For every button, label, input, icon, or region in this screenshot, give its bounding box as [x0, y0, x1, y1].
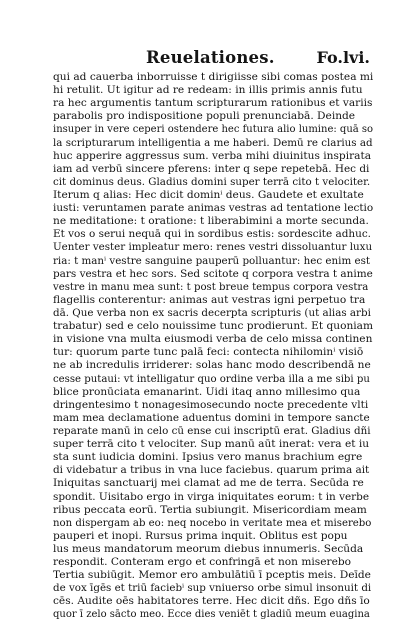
text-line: de vox īgēs et triū faciebⁱ sup vniuerso orbe simul insonuit di — [53, 582, 372, 595]
text-line: reparate manū in celo cū ense cui inscriptū erat. Gladius dñi — [53, 424, 371, 437]
text-line: ra hec argumentis tantum scripturarum rationibus et variis — [53, 97, 373, 110]
text-line: trabatur) sed e celo nouissime tunc prodierunt. Et quoniam — [53, 320, 373, 333]
text-line: dā. Que verba non ex sacris decerpta scripturis (ut alias arbi — [53, 306, 371, 319]
text-line: Et vos o serui nequā qui in sordibus estis: sordescite adhuc. — [53, 228, 371, 241]
text-line: mam mea declamatione aduentus domini in tempore sancte — [53, 411, 370, 424]
page-header — [52, 48, 380, 72]
text-line: dringentesimo t nonagesimosecundo nocte precedente vlti — [53, 398, 369, 411]
text-line: iam ad verbū sincere pferens: inter q sepe repetebā. Hec di — [53, 162, 370, 175]
text-line: lus meus mandatorum meorum diebus innumeris. Secūda — [53, 542, 364, 555]
text-line: vestre in manu mea sunt: t post breue tempus corpora vestra — [53, 281, 369, 293]
text-line: qui ad cauerba inborruisse t dirigiisse sibi comas postea mi — [53, 71, 373, 83]
text-line: non dispergam ab eo: neq nocebo in veritate mea et miserebo — [53, 517, 372, 529]
text-line: super terrā cito t velociter. Sup manū aūt inerat: vera et iu — [53, 438, 370, 451]
text-line: spondit. Uisitabo ergo in virga iniquitates eorum: t in verbe — [53, 490, 370, 503]
folio-number: Fo.lvi. — [316, 48, 370, 67]
text-line: huc apperire aggressus sum. verba mihi diuinitus inspirata — [53, 149, 372, 162]
text-line: sta sunt iudicia domini. Ipsius vero manus brachium egre — [53, 451, 363, 464]
running-title: Reuelationes. — [146, 48, 275, 67]
text-line: la scripturarum intelligentia a me haberi. Demū re clarius ad — [53, 136, 373, 149]
text-line: tur: quorum parte tunc palā feci: contecta nihilominⁱ visiō — [53, 346, 364, 359]
text-line: Iterum q alias: Hec dicit dominⁱ deus. Gaudete et exultate — [53, 188, 364, 201]
text-line: cesse putaui: vt intelligatur quo ordine verba illa a me sibi pu — [53, 373, 370, 385]
text-line: pauperi et inopi. Rursus prima inquit. Oblitus est popu — [53, 529, 348, 542]
text-line: insuper in vere ceperi ostendere hec futura alio lumine: quā so — [53, 124, 373, 136]
text-line: ria: t manⁱ vestre sanguine pauperū polluantur: hec enim est — [53, 254, 371, 267]
text-line: Iniquitas sanctuarij mei clamat ad me de terra. Secūda re — [53, 477, 364, 490]
text-line: ne ab incredulis irriderer: solas hanc modo describendā ne — [53, 359, 371, 372]
text-line: quor ī zelo sācto meo. Ecce dies veniēt t gladiū meum euagina — [53, 609, 370, 621]
text-line: flagellis conterentur: animas aut vestras igni perpetuo tra — [53, 293, 366, 306]
text-line: blice pronūciata emanarint. Uidi itaq anno millesimo qua — [53, 385, 361, 398]
text-line: cēs. Audite oēs habitatores terre. Hec dicit dñs. Ego dñs īo — [53, 595, 370, 608]
text-line: Uenter vester impleatur mero: renes vestri dissoluantur luxu — [53, 241, 373, 254]
text-line: cit dominus deus. Gladius domini super terrā cito t velociter. — [53, 175, 371, 188]
text-line: in visione vna multa eiusmodi verba de celo missa continen — [53, 333, 373, 346]
text-line: respondit. Conteram ergo et confringā et non miserebo — [53, 556, 352, 569]
text-line: iusti: veruntamen parate animas vestras ad tentatione lectio — [53, 202, 373, 215]
text-line: hi retulit. Ut igitur ad re redeam: in illis primis annis futu — [53, 84, 363, 97]
text-line: ribus peccata eorū. Tertia subiungit. Misericordiam meam — [53, 503, 367, 516]
text-line: ne meditatione: t oratione: t liberabimini a morte secunda. — [53, 215, 369, 228]
text-line: pars vestra et hec sors. Sed scitote q corpora vestra t anime — [53, 267, 373, 280]
text-line: di videbatur a tribus in vna luce faciebus. quarum prima ait — [53, 464, 370, 477]
text-line: parabolis pro indispositione populi prenunciabā. Deinde — [53, 110, 356, 123]
text-line: Tertia subiūgit. Memor ero ambulātiū ī pceptis meis. Deīde — [53, 569, 371, 582]
body-text-block — [53, 71, 373, 622]
